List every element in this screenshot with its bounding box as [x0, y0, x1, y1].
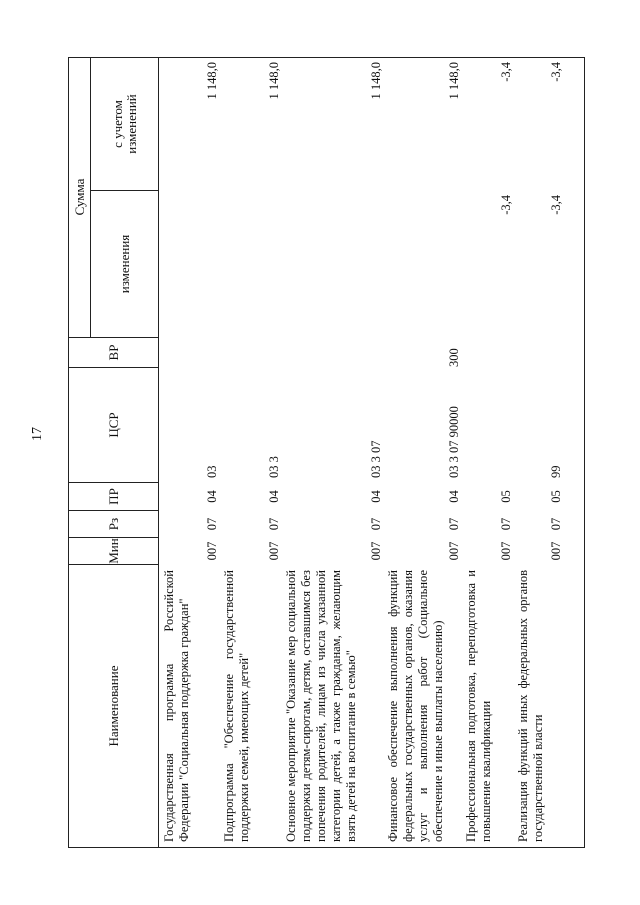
header-name: Наименование: [106, 665, 121, 747]
row-name: Основное мероприятие "Оказание мер социальной поддержки детям-сиротам, детям, оставшимся без попечения родителей, лицам из числа указанной категории детей, а также гражданам, желающим взять детей на воспитание в семью": [284, 570, 358, 842]
header-changes: изменения: [117, 234, 132, 294]
row-min: 007: [205, 541, 219, 561]
row-change: -3,4: [499, 195, 513, 215]
row-vr: 300: [447, 348, 461, 367]
row-change: [162, 195, 220, 337]
row-change: -3,4: [549, 195, 563, 215]
row-change: [284, 195, 384, 337]
row-csr: 03 3 07 90000: [447, 406, 461, 478]
header-min: Мин: [106, 538, 121, 564]
row-pr: 04: [205, 490, 219, 503]
header-divider: [158, 57, 159, 848]
row-total: 1 148,0: [369, 62, 383, 100]
header-rz: Рз: [106, 517, 121, 531]
budget-table: [68, 57, 585, 848]
row-pr: 05: [549, 490, 563, 503]
row-csr: 03 3: [267, 456, 281, 478]
row-csr: 03: [205, 465, 219, 478]
page-number: 17: [30, 427, 45, 441]
row-change: [222, 195, 282, 337]
row-total: 1 148,0: [205, 62, 219, 100]
row-min: 007: [267, 541, 281, 561]
row-name: Государственная программа Российской Федерации "Социальная поддержка граждан": [162, 570, 191, 842]
row-rz: 07: [499, 517, 513, 531]
row-min: 007: [369, 541, 383, 561]
row-min: 007: [549, 541, 563, 561]
row-min: 007: [447, 541, 461, 561]
row-csr: 03 3 07: [369, 440, 383, 478]
row-name: Профессиональная подготовка, переподготовка и повышение квалификации: [464, 570, 493, 842]
row-rz: 07: [549, 517, 563, 531]
row-pr: 04: [447, 490, 461, 503]
header-with-changes: с учетом изменений: [109, 94, 139, 154]
row-csr: 99: [549, 465, 563, 478]
row-total: 1 148,0: [447, 62, 461, 100]
row-rz: 07: [369, 517, 383, 531]
row-pr: 04: [369, 490, 383, 503]
row-min: 007: [499, 541, 513, 561]
row-name: Финансовое обеспечение выполнения функций федеральных государственных органов, оказания услуг и выполнения работ (Социальное обеспечение и иные выплаты населению): [386, 570, 445, 842]
row-csr: [464, 368, 514, 478]
row-name: Реализация функций иных федеральных органов государственной власти: [516, 570, 545, 842]
row-pr: 04: [267, 490, 281, 503]
row-rz: 07: [447, 517, 461, 531]
row-pr: 05: [499, 490, 513, 503]
row-total: -3,4: [549, 62, 563, 82]
table-border-left: [68, 847, 585, 848]
row-name: Подпрограмма "Обеспечение государственной поддержки семей, имеющих детей": [222, 570, 251, 842]
table-border-bottom: [584, 57, 585, 848]
header-csr: ЦСР: [106, 412, 121, 438]
header-sum: Сумма: [72, 178, 87, 216]
header-vr: ВР: [106, 344, 121, 361]
row-total: -3,4: [499, 62, 513, 82]
row-rz: 07: [267, 517, 281, 531]
row-rz: 07: [205, 517, 219, 531]
header-pr: ПР: [106, 488, 121, 505]
row-total: 1 148,0: [267, 62, 281, 100]
row-change: [386, 195, 462, 337]
